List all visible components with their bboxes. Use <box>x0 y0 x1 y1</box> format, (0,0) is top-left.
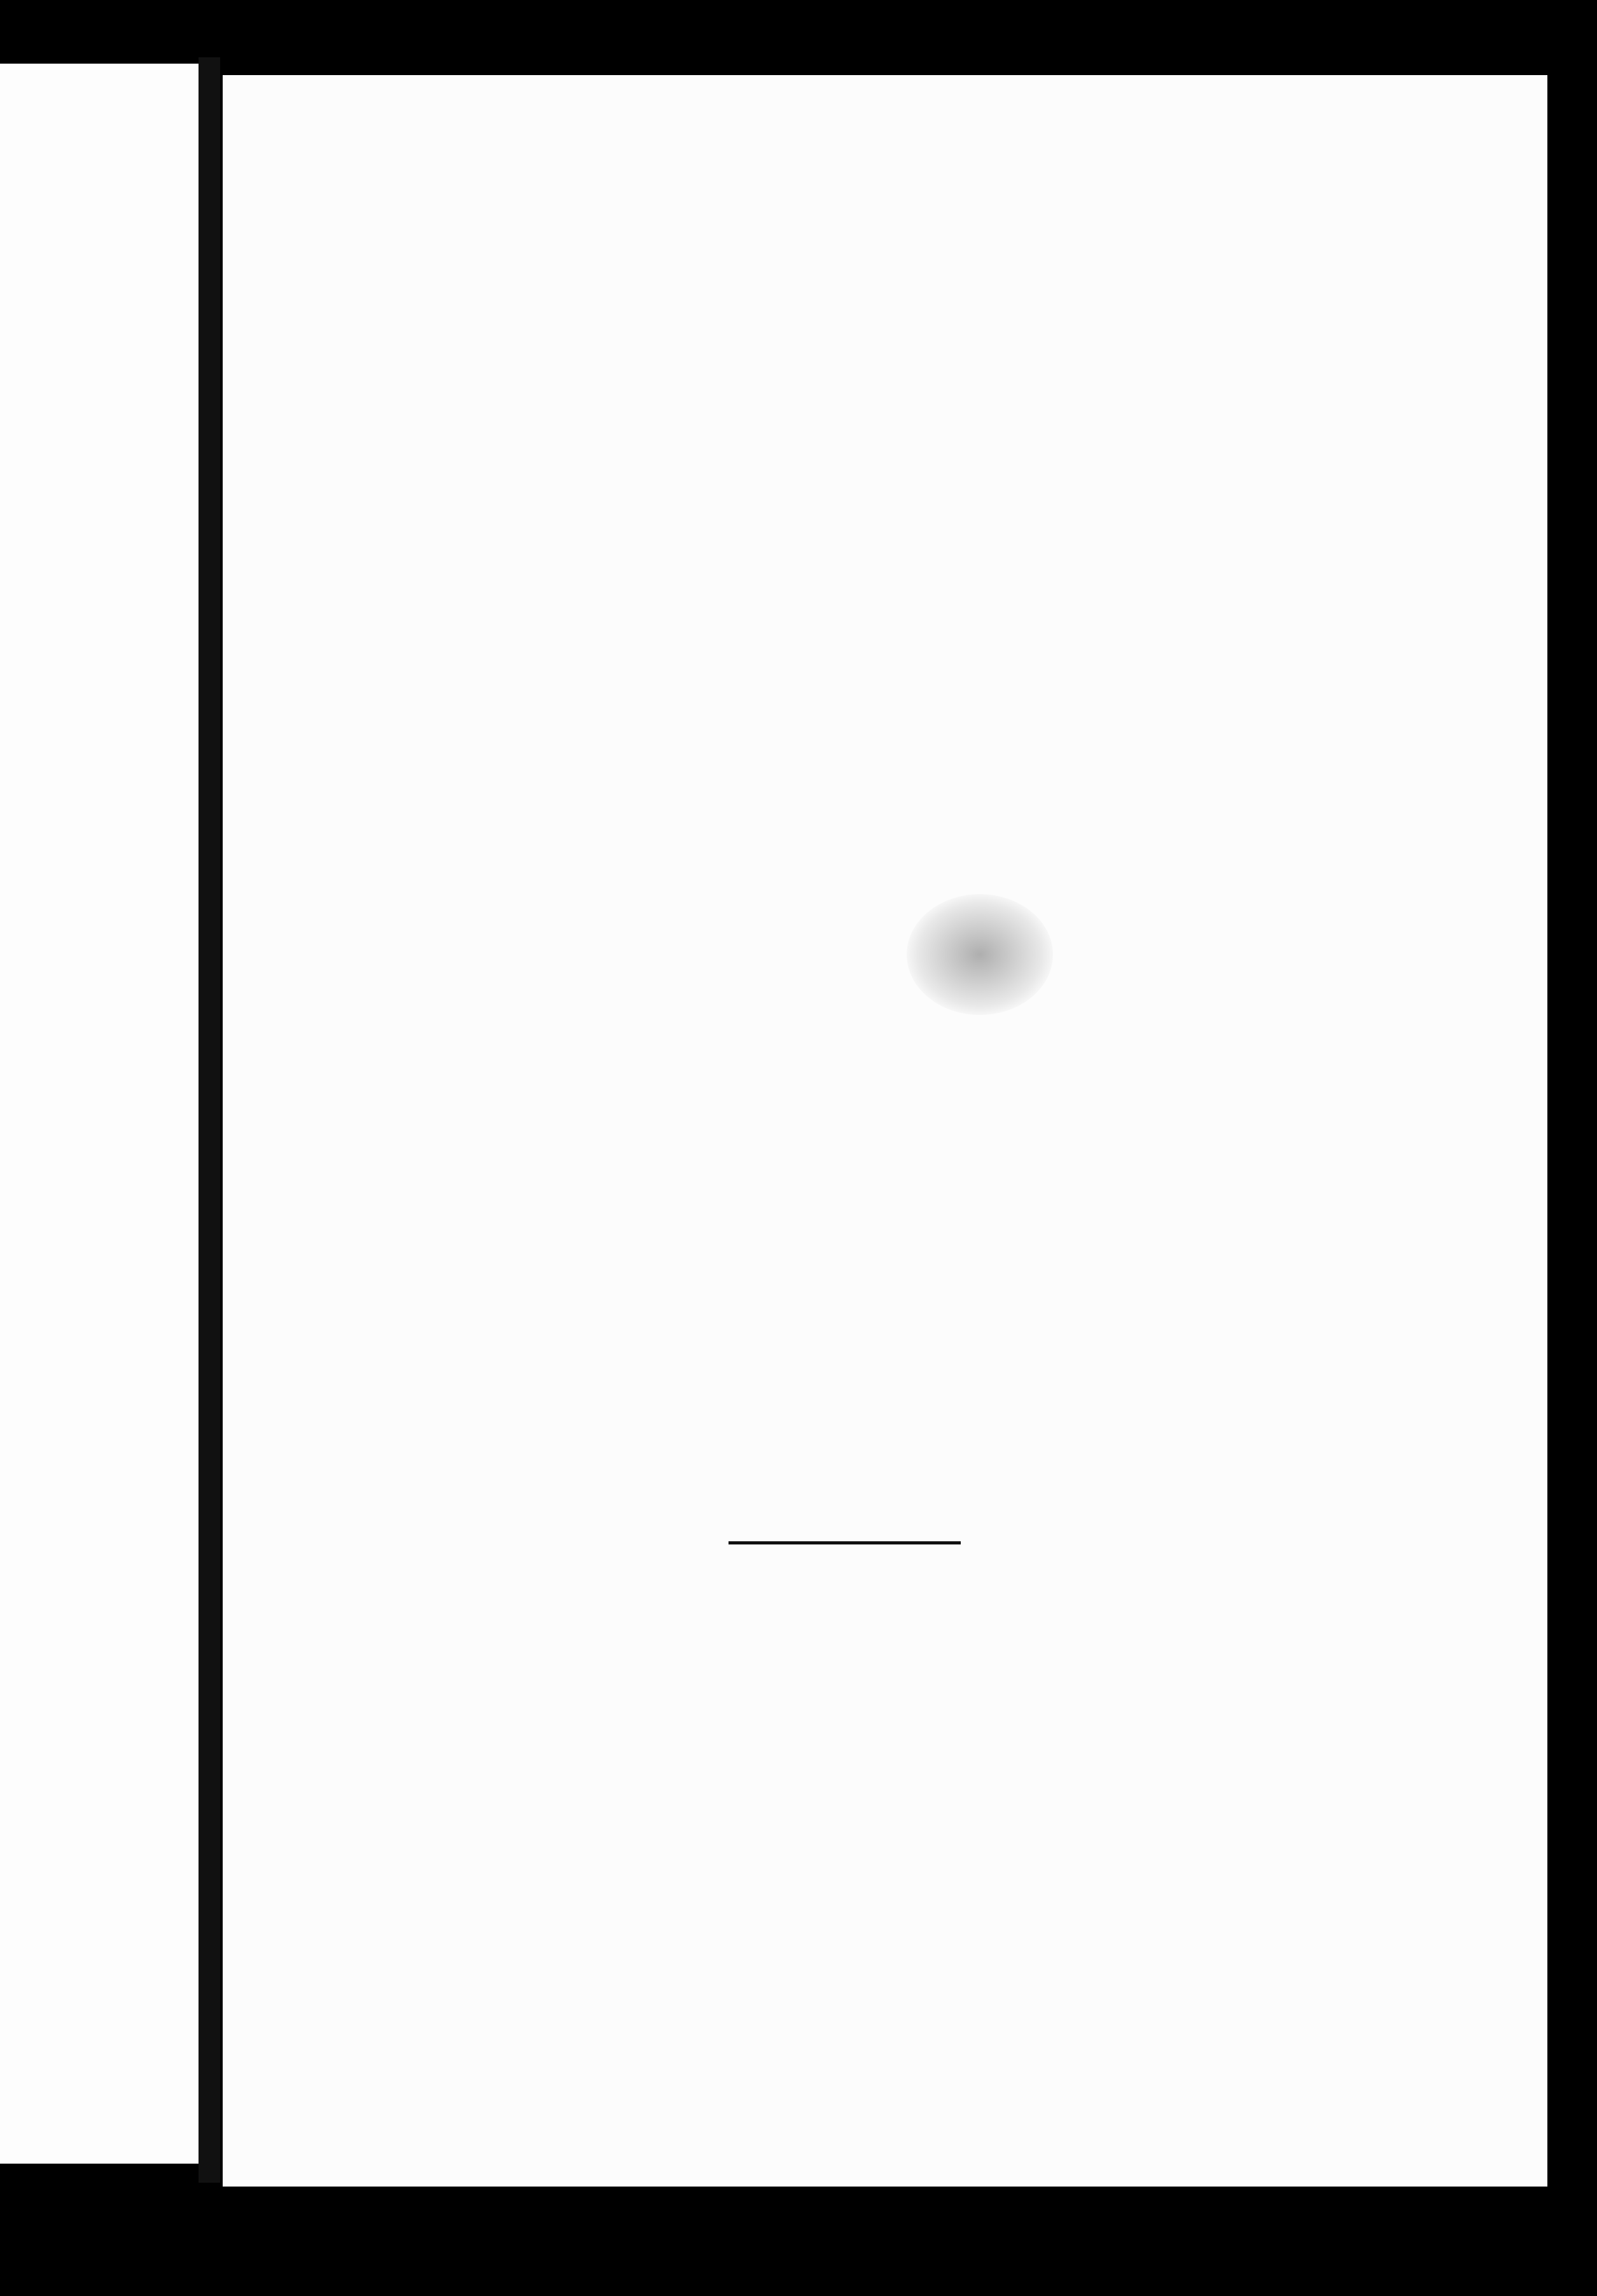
horizontal-rule <box>729 1541 961 1544</box>
book-gutter <box>199 57 220 2183</box>
left-page-fragment <box>0 64 199 2164</box>
ink-stain <box>907 894 1053 1015</box>
right-page <box>223 75 1547 2187</box>
